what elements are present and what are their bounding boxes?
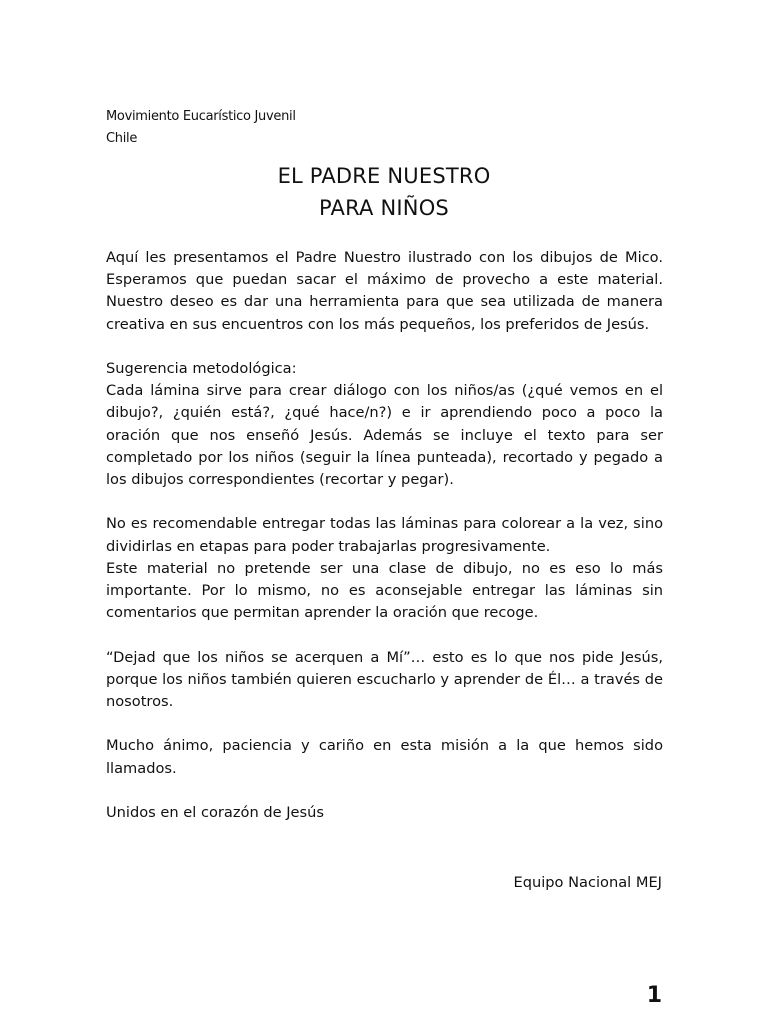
recommendation-paragraph: No es recomendable entregar todas las láminas para colorear a la vez, sino dividirlas en etapas para poder trabajarlas progresivamente.	[106, 515, 663, 555]
document-body	[106, 247, 663, 824]
suggestion-paragraph: Cada lámina sirve para crear diálogo con los niños/as (¿qué vemos en el dibujo?, ¿quién está?, ¿qué hace/n?) e ir aprendiendo poco a poco la oración que nos enseñó Jesús. Además se incluye el texto para ser completado por los niños (seguir la línea punteada), recortado y pegado a los dibujos correspondientes (recortar y pegar).	[106, 382, 663, 489]
paragraph-gap	[106, 713, 663, 735]
encouragement-paragraph: Mucho ánimo, paciencia y cariño en esta misión a la que hemos sido llamados.	[106, 737, 663, 777]
material-note-paragraph: Este material no pretende ser una clase de dibujo, no es eso lo más importante. Por lo mismo, no es aconsejable entregar las láminas sin comentarios que permitan aprender la oración que recoge.	[106, 559, 663, 622]
organization-name: Movimiento Eucarístico Juvenil	[106, 109, 296, 124]
signature: Equipo Nacional MEJ	[513, 874, 662, 891]
title-line-2: PARA NIÑOS	[319, 196, 449, 220]
paragraph-gap	[106, 336, 663, 358]
document-header	[106, 106, 296, 150]
document-title	[0, 160, 768, 224]
paragraph-gap	[106, 780, 663, 802]
country-name: Chile	[106, 131, 138, 146]
title-line-1: EL PADRE NUESTRO	[277, 164, 491, 188]
paragraph-gap	[106, 624, 663, 646]
quote-paragraph: “Dejad que los niños se acerquen a Mí”… esto es lo que nos pide Jesús, porque los niños también quieren escucharlo y aprender de Él… a través de nosotros.	[106, 648, 663, 711]
page-number: 1	[646, 983, 662, 1008]
intro-paragraph: Aquí les presentamos el Padre Nuestro ilustrado con los dibujos de Mico. Esperamos que puedan sacar el máximo de provecho a este material. Nuestro deseo es dar una herramienta para que sea utilizada de manera creativa en sus encuentros con los más pequeños, los preferidos de Jesús.	[106, 249, 663, 333]
suggestion-heading: Sugerencia metodológica:	[106, 360, 297, 377]
paragraph-gap	[106, 491, 663, 513]
closing-line: Unidos en el corazón de Jesús	[106, 804, 324, 821]
